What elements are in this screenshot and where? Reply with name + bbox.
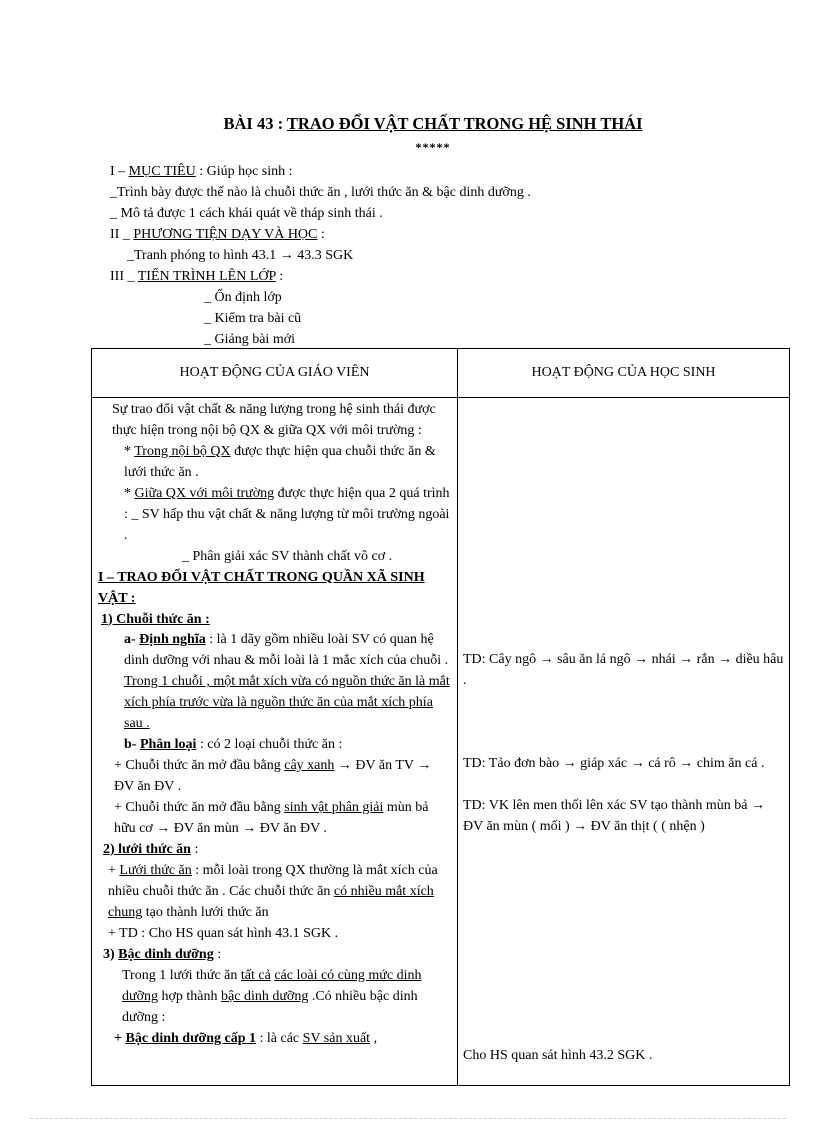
food-web-title: 2) lưới thức ăn	[103, 842, 191, 858]
classification-label: b-	[124, 737, 140, 753]
trophic-level-1	[98, 1029, 450, 1050]
example-decomposer-chain: TD: VK lên men thối lên xác SV tạo thành mùn bả → ĐV ăn mùn ( mối ) → ĐV ăn thịt ( ( nhện )	[463, 798, 765, 834]
chain-type-2-term: sinh vật phân giải	[284, 800, 384, 816]
example-algae-chain: TD: Tảo đơn bào → giáp xác → cá rô → chim ăn cá .	[463, 756, 765, 771]
bullet-star: *	[124, 443, 135, 459]
external-exchange-text: được thực hiện qua 2 quá trình : _ SV hấp thu vật chất & năng lượng từ môi trường ngoài .	[124, 485, 450, 543]
procedure-step-3: _ Giảng bài mới	[204, 332, 295, 347]
section-3-prefix: III _	[110, 269, 138, 284]
lesson-title	[0, 114, 816, 134]
title-stars: *****	[415, 140, 451, 154]
bullet-star: *	[124, 485, 135, 501]
teacher-activity-header: HOẠT ĐỘNG CỦA GIÁO VIÊN	[179, 365, 370, 380]
definition-text: : là 1 dãy gồm nhiều loài SV có quan hệ dinh dưỡng với nhau & mỗi loài là 1 mắc xích của chuỗi .	[124, 632, 449, 669]
food-web-text: : mỗi loài trong QX thường là mắt xích của nhiều chuỗi thức ăn . Các chuỗi thức ăn	[108, 862, 438, 899]
section-2-heading	[110, 227, 325, 243]
section-3-suffix: :	[275, 269, 284, 284]
lesson-number: BÀI 43	[223, 114, 274, 133]
definition-term: Định nghĩa	[139, 632, 206, 648]
trophic-level-1-text: : là các	[256, 1030, 303, 1046]
classification-term: Phân loại	[139, 737, 197, 753]
definition-paragraph	[98, 630, 450, 735]
table-header-row	[92, 349, 789, 398]
lesson-title-text: TRAO ĐỔI VẬT CHẤT TRONG HỆ SINH THÁI	[286, 114, 643, 133]
food-web-definition	[98, 861, 450, 924]
trophic-emphasis-3: bậc dinh dưỡng	[221, 988, 309, 1004]
definition-emphasis: Trong 1 chuỗi , một mắt xích vừa có nguồn thức ăn là mắt xích phía trước vừa là nguồn thức ăn của mắt xích phía sau .	[124, 674, 450, 732]
chain-type-1	[98, 756, 450, 798]
external-exchange-paragraph	[98, 484, 450, 547]
trophic-level-1-term: Bậc dinh dưỡng cấp 1	[125, 1030, 257, 1046]
food-chain-heading: 1) Chuỗi thức ăn :	[101, 611, 210, 627]
procedure-step-2: _ Kiểm tra bài cũ	[204, 311, 302, 326]
table-column-divider	[457, 349, 458, 1085]
external-exchange-term: Giữa QX với môi trường	[134, 485, 275, 501]
chain-type-1-term: cây xanh	[284, 758, 335, 774]
intro-paragraph: Sự trao đổi vật chất & năng lượng trong hệ sinh thái được thực hiện trong nội bộ QX & giữa QX với môi trường :	[112, 402, 436, 438]
food-web-heading	[98, 840, 450, 861]
trophic-text-2: hợp thành	[158, 988, 222, 1004]
trophic-text-3: .Có nhiều bậc dinh dưỡng :	[122, 988, 418, 1025]
decomposition-line: _ Phân giải xác SV thành chất vô cơ .	[182, 548, 393, 564]
section-I-heading: I – TRAO ĐỔI VẬT CHẤT TRONG QUẦN XÃ SINH VẬT :	[98, 569, 425, 606]
chain-type-2	[98, 798, 450, 840]
trophic-level-1-end: ,	[370, 1030, 378, 1046]
chain-type-1-rest: → ĐV ăn TV → ĐV ăn ĐV .	[114, 758, 432, 795]
trophic-emphasis-2: các loài có cùng mức dinh dưỡng	[122, 967, 422, 1004]
section-3-title: TIẾN TRÌNH LÊN LỚP	[137, 269, 276, 284]
section-2-suffix: :	[317, 227, 325, 242]
section-1-suffix: : Giúp học sinh :	[195, 164, 293, 179]
internal-exchange-term: Trong nội bộ QX	[134, 443, 231, 459]
section-1-title: MỤC TIÊU	[128, 164, 196, 179]
student-activity-header: HOẠT ĐỘNG CỦA HỌC SINH	[531, 365, 716, 380]
food-web-text-end: tạo thành lưới thức ăn	[142, 904, 269, 920]
trophic-level-heading	[98, 945, 450, 966]
food-web-term: Lưới thức ăn	[119, 862, 192, 878]
trophic-level-number: 3)	[103, 946, 119, 962]
food-web-bullet: +	[108, 862, 120, 878]
classification-text: : có 2 loại chuỗi thức ăn :	[196, 737, 343, 753]
activity-table	[91, 348, 790, 1086]
objective-1: _Trình bày được thế nào là chuỗi thức ăn , lưới thức ăn & bậc dinh dưỡng .	[110, 185, 531, 200]
chain-type-2-rest: mùn bả hữu cơ → ĐV ăn mùn → ĐV ăn ĐV .	[114, 800, 429, 837]
title-separator: :	[273, 114, 287, 133]
material-1: _Tranh phóng to hình 43.1 → 43.3 SGK	[127, 248, 354, 263]
trophic-level-1-bullet: +	[114, 1030, 126, 1046]
chain-type-1-text: + Chuỗi thức ăn mở đầu bằng	[114, 758, 285, 774]
definition-label: a-	[124, 632, 140, 648]
teacher-activity-cell	[98, 400, 450, 1050]
section-1-heading	[110, 164, 293, 180]
food-web-emphasis: có nhiều mắt xích chung	[108, 883, 434, 920]
trophic-level-suffix: :	[213, 946, 222, 962]
trophic-level-1-emphasis: SV sản xuất	[302, 1030, 371, 1046]
food-web-suffix: :	[190, 842, 199, 858]
trophic-emphasis-1: tất cả	[240, 967, 271, 983]
trophic-text-1: Trong 1 lưới thức ăn	[122, 967, 241, 983]
internal-exchange-text: được thực hiện qua chuỗi thức ăn & lưới thức ăn .	[124, 443, 436, 480]
procedure-step-1: _ Ổn định lớp	[204, 290, 282, 305]
trophic-level-title: Bậc dinh dưỡng	[118, 946, 214, 962]
classification-paragraph	[98, 735, 450, 756]
trophic-level-paragraph	[98, 966, 450, 1029]
section-1-prefix: I –	[110, 164, 129, 179]
section-2-prefix: II _	[110, 227, 134, 242]
food-web-example: + TD : Cho HS quan sát hình 43.1 SGK .	[108, 925, 339, 941]
chain-type-2-text: + Chuỗi thức ăn mở đầu bằng	[114, 800, 285, 816]
figure-43-2-instruction: Cho HS quan sát hình 43.2 SGK .	[463, 1048, 653, 1063]
section-2-title: PHƯƠNG TIỆN DẠY VÀ HỌC	[133, 227, 318, 242]
example-corn-chain: TD: Cây ngô → sâu ăn lá ngô → nhái → rắn → diều hâu .	[463, 652, 784, 688]
objective-2: _ Mô tả được 1 cách khái quát về tháp sinh thái .	[110, 206, 383, 221]
section-3-heading	[110, 269, 283, 285]
page-bottom-rule	[30, 1118, 786, 1119]
internal-exchange-paragraph	[98, 442, 450, 484]
